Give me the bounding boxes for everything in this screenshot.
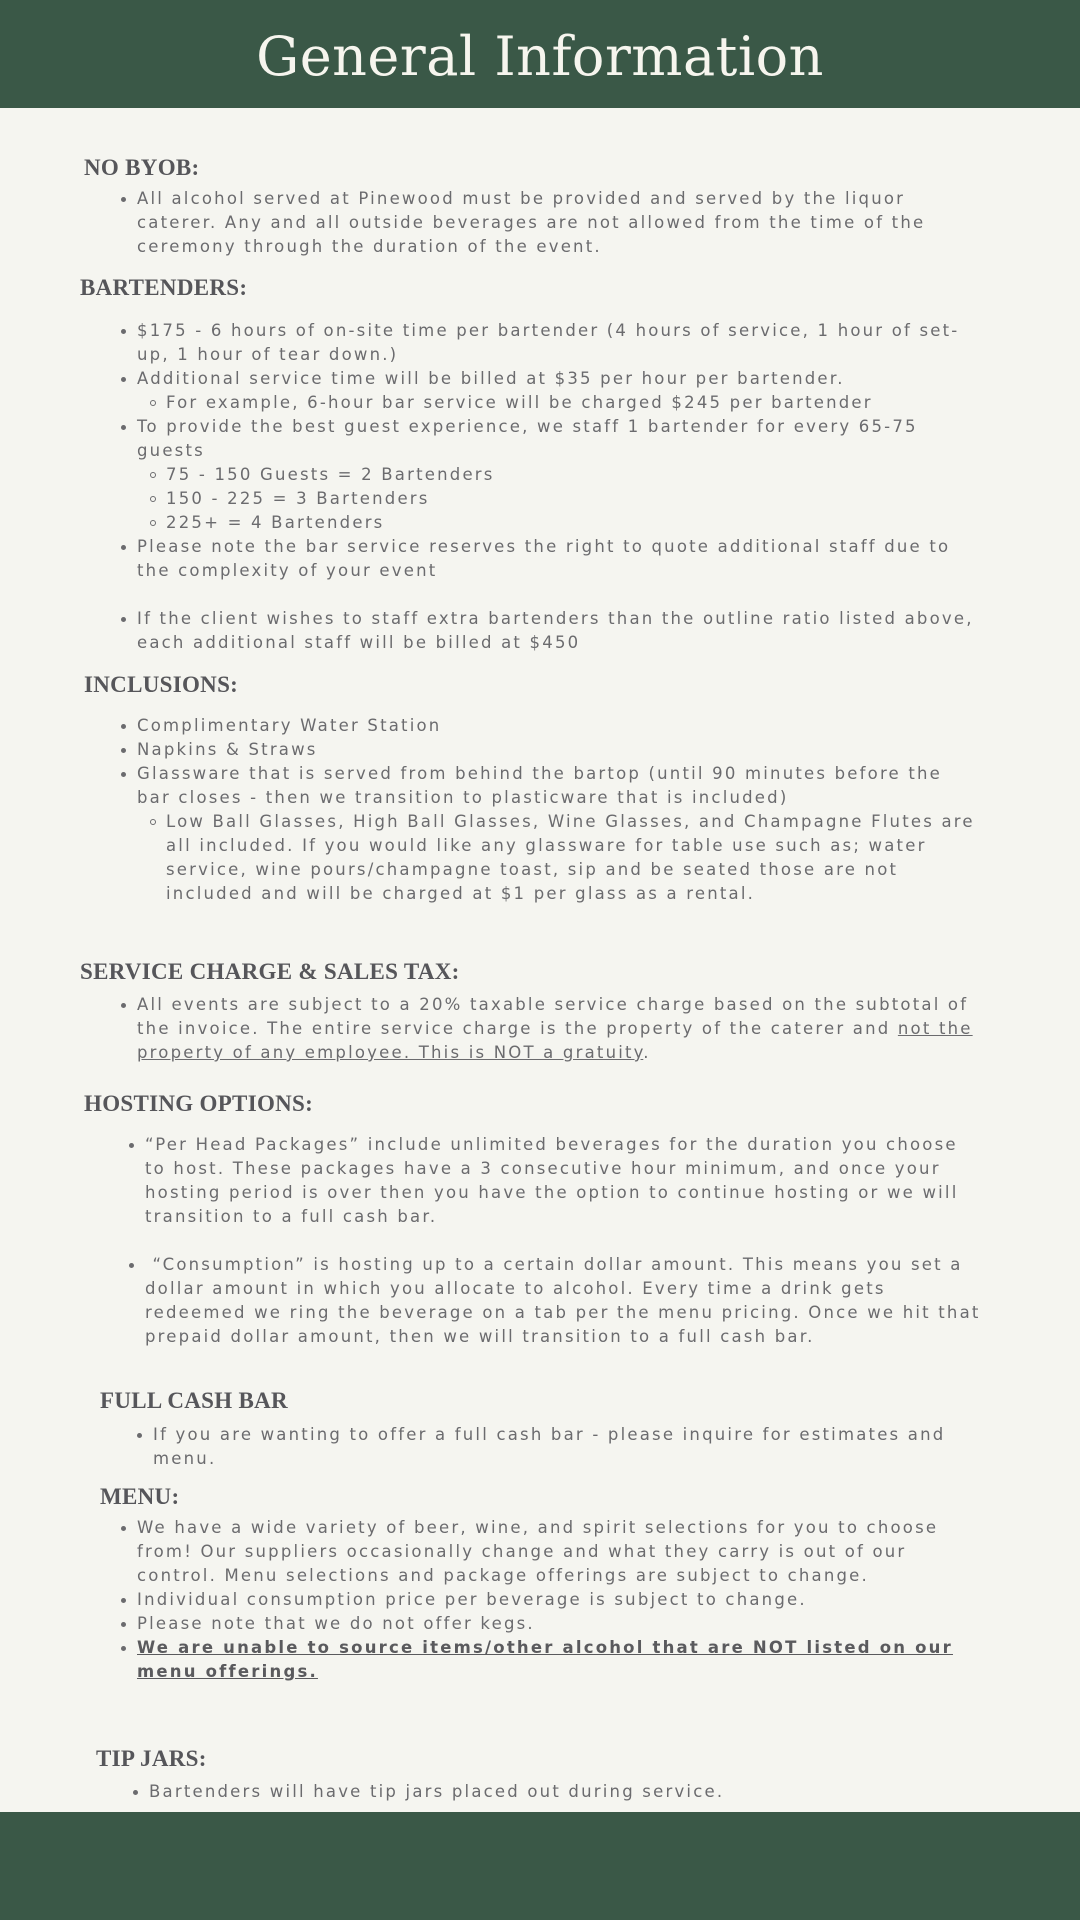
sub-list-item: For example, 6-hour bar service will be charged $245 per bartender bbox=[166, 391, 977, 415]
list-item: $175 - 6 hours of on-site time per bartender (4 hours of service, 1 hour of set-up, 1 hour of tear down.) bbox=[137, 319, 977, 367]
menu-list bbox=[137, 1516, 977, 1684]
hosting-options-list bbox=[145, 1133, 985, 1349]
list-item: “Per Head Packages” include unlimited beverages for the duration you choose to host. These packages have a 3 consecutive hour minimum, and once your hosting period is over then you have the option to continue hosting or we will transition to a full cash bar. bbox=[145, 1133, 985, 1229]
list-item: All alcohol served at Pinewood must be provided and served by the liquor caterer. Any and all outside beverages are not allowed from the time of the ceremony through the duration of the event. bbox=[137, 187, 977, 259]
section-title-service-charge: SERVICE CHARGE & SALES TAX: bbox=[80, 959, 460, 984]
sub-list-item: 225+ = 4 Bartenders bbox=[166, 511, 977, 535]
list-item: We have a wide variety of beer, wine, and spirit selections for you to choose from! Our suppliers occasionally change and what they carry is out of our control. Menu selections and package offerings are subject to change. bbox=[137, 1516, 977, 1588]
not-gratuity-note: not the property of any employee. This is NOT a gratuity bbox=[137, 1019, 973, 1062]
list-item: Individual consumption price per beverage is subject to change. bbox=[137, 1588, 977, 1612]
list-item: If you are wanting to offer a full cash bar - please inquire for estimates and menu. bbox=[153, 1423, 993, 1471]
list-item: Additional service time will be billed at $35 per hour per bartender. bbox=[137, 367, 977, 391]
list-item: Complimentary Water Station bbox=[137, 714, 977, 738]
list-item: Glassware that is served from behind the bartop (until 90 minutes before the bar closes - then we transition to plasticware that is included) bbox=[137, 762, 977, 810]
list-item: Bartenders will have tip jars placed out during service. bbox=[149, 1780, 989, 1804]
list-item bbox=[137, 1636, 977, 1684]
section-title-hosting-options: HOSTING OPTIONS: bbox=[84, 1091, 314, 1116]
section-title-full-cash-bar: FULL CASH BAR bbox=[100, 1388, 288, 1413]
inclusions-list bbox=[137, 714, 977, 906]
tip-jars-list bbox=[149, 1780, 989, 1804]
sub-list-item: 75 - 150 Guests = 2 Bartenders bbox=[166, 463, 977, 487]
header-band bbox=[0, 0, 1080, 108]
period: . bbox=[643, 1043, 651, 1062]
sub-list-item: 150 - 225 = 3 Bartenders bbox=[166, 487, 977, 511]
list-item bbox=[137, 993, 977, 1065]
spacer bbox=[137, 583, 977, 607]
list-item: Please note the bar service reserves the right to quote additional staff due to the complexity of your event bbox=[137, 535, 977, 583]
not-listed-warning: We are unable to source items/other alcohol that are NOT listed on our menu offerings. bbox=[137, 1638, 953, 1681]
section-title-no-byob: NO BYOB: bbox=[84, 155, 200, 180]
page-title: General Information bbox=[256, 24, 824, 88]
service-charge-text: All events are subject to a 20% taxable service charge based on the subtotal of the invoice. The entire service charge is the property of the caterer and bbox=[137, 995, 969, 1038]
list-item: If the client wishes to staff extra bartenders than the outline ratio listed above, each additional staff will be billed at $450 bbox=[137, 607, 977, 655]
list-item: “Consumption” is hosting up to a certain dollar amount. This means you set a dollar amount in which you allocate to alcohol. Every time a drink gets redeemed we ring the beverage on a tab per the menu pricing. Once we hit that prepaid dollar amount, then we will transition to a full cash bar. bbox=[145, 1253, 985, 1349]
list-item: Napkins & Straws bbox=[137, 738, 977, 762]
full-cash-bar-list bbox=[153, 1423, 993, 1471]
section-title-bartenders: BARTENDERS: bbox=[80, 275, 248, 300]
section-title-inclusions: INCLUSIONS: bbox=[84, 672, 239, 697]
sub-list-item: Low Ball Glasses, High Ball Glasses, Wine Glasses, and Champagne Flutes are all included. If you would like any glassware for table use such as; water service, wine pours/champagne toast, sip and be seated those are not included and will be charged at $1 per glass as a rental. bbox=[166, 810, 977, 906]
service-charge-list bbox=[137, 993, 977, 1065]
spacer bbox=[145, 1229, 985, 1253]
list-item: To provide the best guest experience, we staff 1 bartender for every 65-75 guests bbox=[137, 415, 977, 463]
no-byob-list bbox=[137, 187, 977, 259]
section-title-menu: MENU: bbox=[100, 1484, 180, 1509]
section-title-tip-jars: TIP JARS: bbox=[96, 1746, 207, 1771]
footer-band bbox=[0, 1812, 1080, 1920]
bartenders-list bbox=[137, 319, 977, 655]
list-item: Please note that we do not offer kegs. bbox=[137, 1612, 977, 1636]
